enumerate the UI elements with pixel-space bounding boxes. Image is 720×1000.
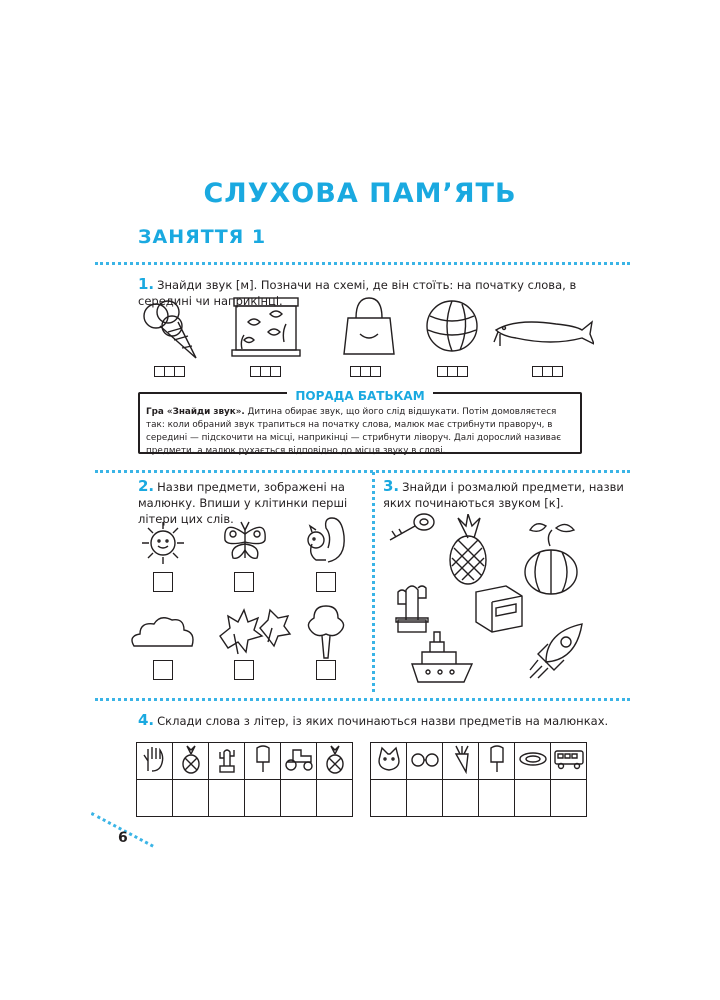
sound-scheme[interactable]	[250, 366, 281, 377]
squirrel-icon	[302, 514, 348, 568]
book-icon	[470, 582, 526, 636]
letter-cell[interactable]	[407, 780, 443, 817]
task-text: Назви предмети, зображені на малюнку. Впиши у клітинки перші літери цих слів.	[138, 480, 348, 526]
pumpkin-icon	[520, 516, 582, 596]
bag-icon	[340, 294, 398, 358]
tip-text	[146, 406, 574, 458]
task-text: Знайди звук [м]. Позначи на схемі, де він стоїть: на початку слова, в середині чи наприкінці.	[138, 278, 577, 308]
carrot-icon	[443, 743, 479, 780]
rocket-icon	[524, 618, 590, 684]
tip-game-name: Гра «Знайди звук».	[146, 407, 245, 417]
popsicle-icon	[245, 743, 281, 780]
letter-cell[interactable]	[317, 780, 353, 817]
letter-cell[interactable]	[371, 780, 407, 817]
parent-tip-box	[138, 389, 582, 456]
picture-row	[371, 743, 587, 780]
tip-description: Дитина обирає звук, що його слід відшукати. Потім домовляєтеся так: коли обраний звук трапиться на початку слова, малюк має стрибнути праворуч, в середині — підскочити на місці, наприкінці — стрибнути ліворуч. Далі дорослий називає предмети, а малюк рухається відповідно до місця звуку в слові.	[146, 407, 562, 456]
letter-cell[interactable]	[153, 660, 173, 680]
sound-scheme[interactable]	[154, 366, 185, 377]
ship-icon	[408, 626, 478, 688]
divider	[95, 698, 630, 701]
catfish-icon	[490, 314, 594, 350]
sound-scheme[interactable]	[532, 366, 563, 377]
task-number: 3.	[383, 477, 400, 495]
tip-title: ПОРАДА БАТЬКАМ	[140, 385, 580, 404]
page-title: СЛУХОВА ПАМ’ЯТЬ	[203, 178, 517, 209]
task-text: Знайди і розмалюй предмети, назви яких починаються звуком [к].	[383, 480, 624, 510]
glasses-icon	[407, 743, 443, 780]
letter-cell[interactable]	[316, 660, 336, 680]
leaves-icon	[214, 606, 292, 658]
letter-cell[interactable]	[515, 780, 551, 817]
pineapple-icon	[317, 743, 353, 780]
letter-cell[interactable]	[137, 780, 173, 817]
page-number: 6	[118, 830, 128, 846]
divider	[95, 262, 630, 265]
lesson-heading: ЗАНЯТТЯ 1	[138, 226, 267, 248]
sound-scheme[interactable]	[437, 366, 468, 377]
divider	[95, 470, 630, 473]
task-text: Склади слова з літер, із яких починаються назви предметів на малюнках.	[157, 714, 609, 728]
cactus-icon	[209, 743, 245, 780]
letter-cell[interactable]	[281, 780, 317, 817]
task-number: 2.	[138, 477, 155, 495]
popsicle-icon	[479, 743, 515, 780]
pineapple-icon	[440, 514, 496, 586]
letter-cell[interactable]	[443, 780, 479, 817]
tree-icon	[304, 602, 348, 660]
ice-cream-icon	[138, 298, 200, 362]
cat-icon	[371, 743, 407, 780]
butterfly-icon	[220, 518, 270, 564]
letter-cell[interactable]	[479, 780, 515, 817]
hand-icon	[137, 743, 173, 780]
letter-cell[interactable]	[173, 780, 209, 817]
ball-icon	[424, 298, 480, 354]
pineapple-icon	[173, 743, 209, 780]
divider	[372, 472, 375, 692]
sun-icon	[138, 518, 188, 568]
key-icon	[384, 510, 438, 546]
letter-cell[interactable]	[234, 660, 254, 680]
letter-cell[interactable]	[234, 572, 254, 592]
task-number: 4.	[138, 711, 155, 729]
letter-cell[interactable]	[551, 780, 587, 817]
answer-row	[371, 780, 587, 817]
word-grid-right	[370, 742, 587, 817]
plate-icon	[515, 743, 551, 780]
bus-icon	[551, 743, 587, 780]
task-number: 1.	[138, 275, 155, 293]
cloud-icon	[128, 616, 198, 652]
task-4-instruction	[138, 712, 618, 729]
letter-cell[interactable]	[209, 780, 245, 817]
picture-row	[137, 743, 353, 780]
tractor-icon	[281, 743, 317, 780]
sound-scheme[interactable]	[350, 366, 381, 377]
answer-row	[137, 780, 353, 817]
letter-cell[interactable]	[316, 572, 336, 592]
letter-cell[interactable]	[153, 572, 173, 592]
aquarium-icon	[230, 294, 302, 360]
task-3-instruction	[383, 478, 628, 511]
word-grid-left	[136, 742, 353, 817]
letter-cell[interactable]	[245, 780, 281, 817]
